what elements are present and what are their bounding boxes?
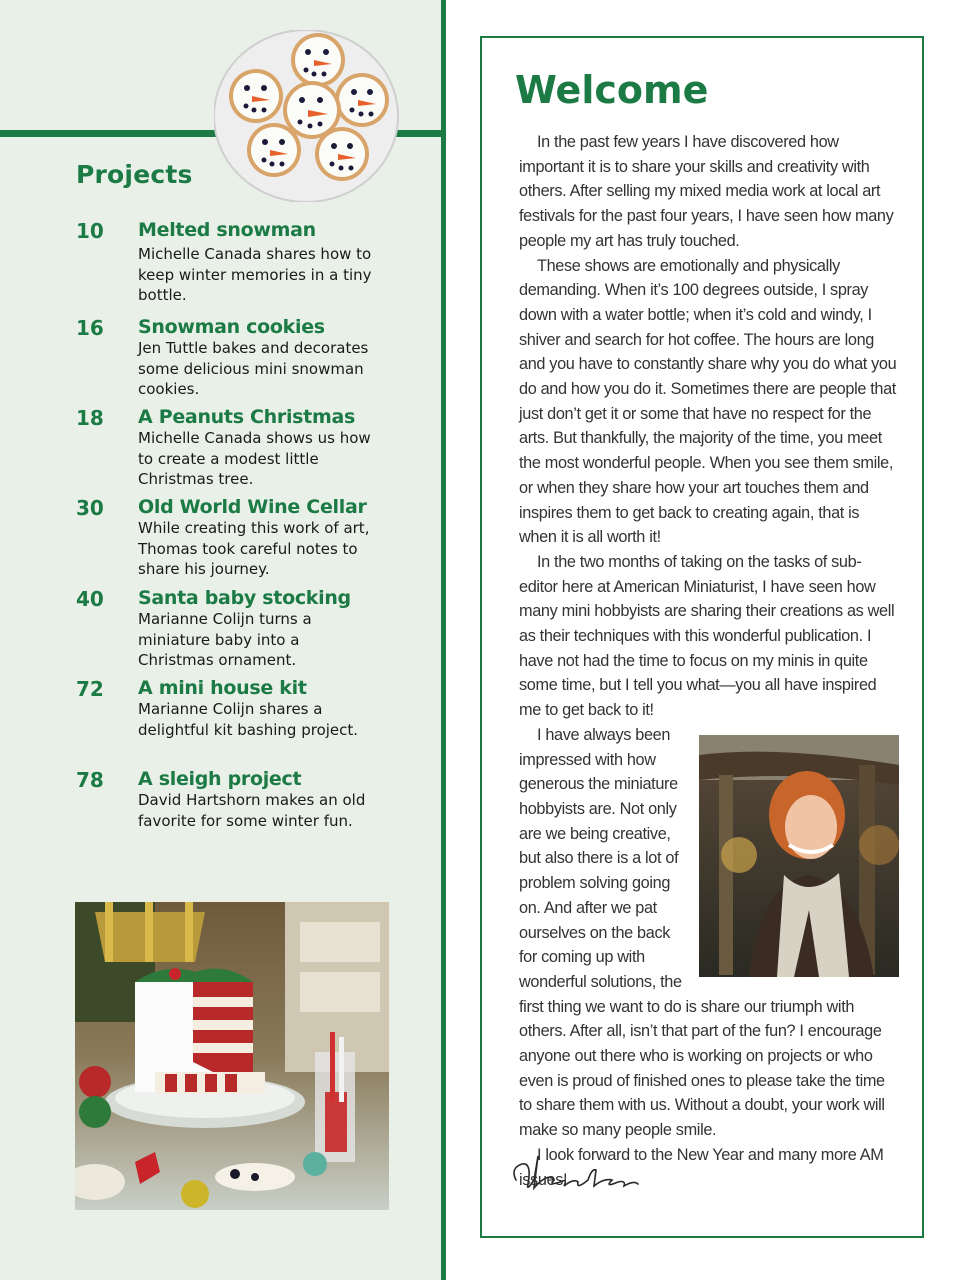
welcome-letter <box>519 130 899 1192</box>
letter-paragraph: I have always been impressed with how generous the miniature hobbyists are. Not only are we being creative, but also there is a lot of problem solving going on. And after we pat ourselves on the back for coming up with wonderful solutions, the first thing we want to do is share our triumph with others. After all, isn’t that part of the fun? I encourage anyone out there who is working on projects or who even is proud of finished ones to please take the time to share them with us. Without a doubt, your work will make so many people smile. <box>519 725 885 1140</box>
project-description: Jen Tuttle bakes and decorates some delicious mini snowman cookies. <box>138 339 369 398</box>
project-description: David Hartshorn makes an old favorite for some winter fun. <box>138 791 366 830</box>
project-description: While creating this work of art, Thomas took careful notes to share his journey. <box>138 519 370 578</box>
letter-paragraph: In the past few years I have discovered how important it is to share your skills and creativity with others. After selling my mixed media work at local art festivals for the past four years, I have seen how many people my art has truly touched. <box>519 133 894 250</box>
project-title[interactable]: A mini house kit <box>138 677 307 699</box>
project-page-number: 78 <box>76 768 104 792</box>
letter-paragraph: I look forward to the New Year and many more AM issues! <box>519 1145 884 1189</box>
editor-portrait-photo <box>699 735 899 977</box>
project-title[interactable]: A sleigh project <box>138 768 302 790</box>
project-page-number: 18 <box>76 406 104 430</box>
project-title[interactable]: Old World Wine Cellar <box>138 496 367 518</box>
project-title[interactable]: A Peanuts Christmas <box>138 406 355 428</box>
project-page-number: 16 <box>76 316 104 340</box>
letter-paragraph: These shows are emotionally and physically demanding. When it’s 100 degrees outside, I spray down with a water bottle; when it’s cold and windy, I shiver and search for hot coffee. The hours are long and you have to constantly share why you do what you do and how you do it. Sometimes there are people that just don’t get it or some that have no respect for the arts. But thankfully, the majority of the time, you meet the most wonderful people. When you see them smile, or when they share how your art touches them and inspires them to get back to creating again, that is when it is all worth it! <box>519 256 897 547</box>
cookie <box>335 73 389 127</box>
project-description: Michelle Canada shows us how to create a modest little Christmas tree. <box>138 429 371 488</box>
project-page-number: 10 <box>76 219 104 243</box>
project-description: Marianne Colijn shares a delightful kit bashing project. <box>138 700 359 739</box>
project-description: Michelle Canada shares how to keep winter memories in a tiny bottle. <box>138 245 372 304</box>
project-page-number: 30 <box>76 496 104 520</box>
letter-paragraph: In the two months of taking on the tasks of sub-editor here at American Miniaturist, I have seen how many mini hobbyists are sharing their creations as well as their techniques with this wonderful publication. I have not had the time to focus on my minis in quite some time, but I tell you what—you all have inspired me to get back to it! <box>519 552 895 720</box>
signature <box>508 1150 648 1200</box>
project-page-number: 72 <box>76 677 104 701</box>
welcome-heading: Welcome <box>515 68 709 112</box>
project-title[interactable]: Santa baby stocking <box>138 587 351 609</box>
christmas-cake-photo <box>75 902 389 1210</box>
project-page-number: 40 <box>76 587 104 611</box>
cookie <box>229 69 283 123</box>
project-title[interactable]: Melted snowman <box>138 219 316 241</box>
projects-heading: Projects <box>76 160 193 189</box>
cookie <box>291 33 345 87</box>
page-divider <box>441 0 446 1280</box>
project-title[interactable]: Snowman cookies <box>138 316 325 338</box>
cookie <box>315 127 369 181</box>
snowman-cookies-photo <box>214 30 399 202</box>
project-description: Marianne Colijn turns a miniature baby into a Christmas ornament. <box>138 610 312 669</box>
cookie <box>247 123 301 177</box>
